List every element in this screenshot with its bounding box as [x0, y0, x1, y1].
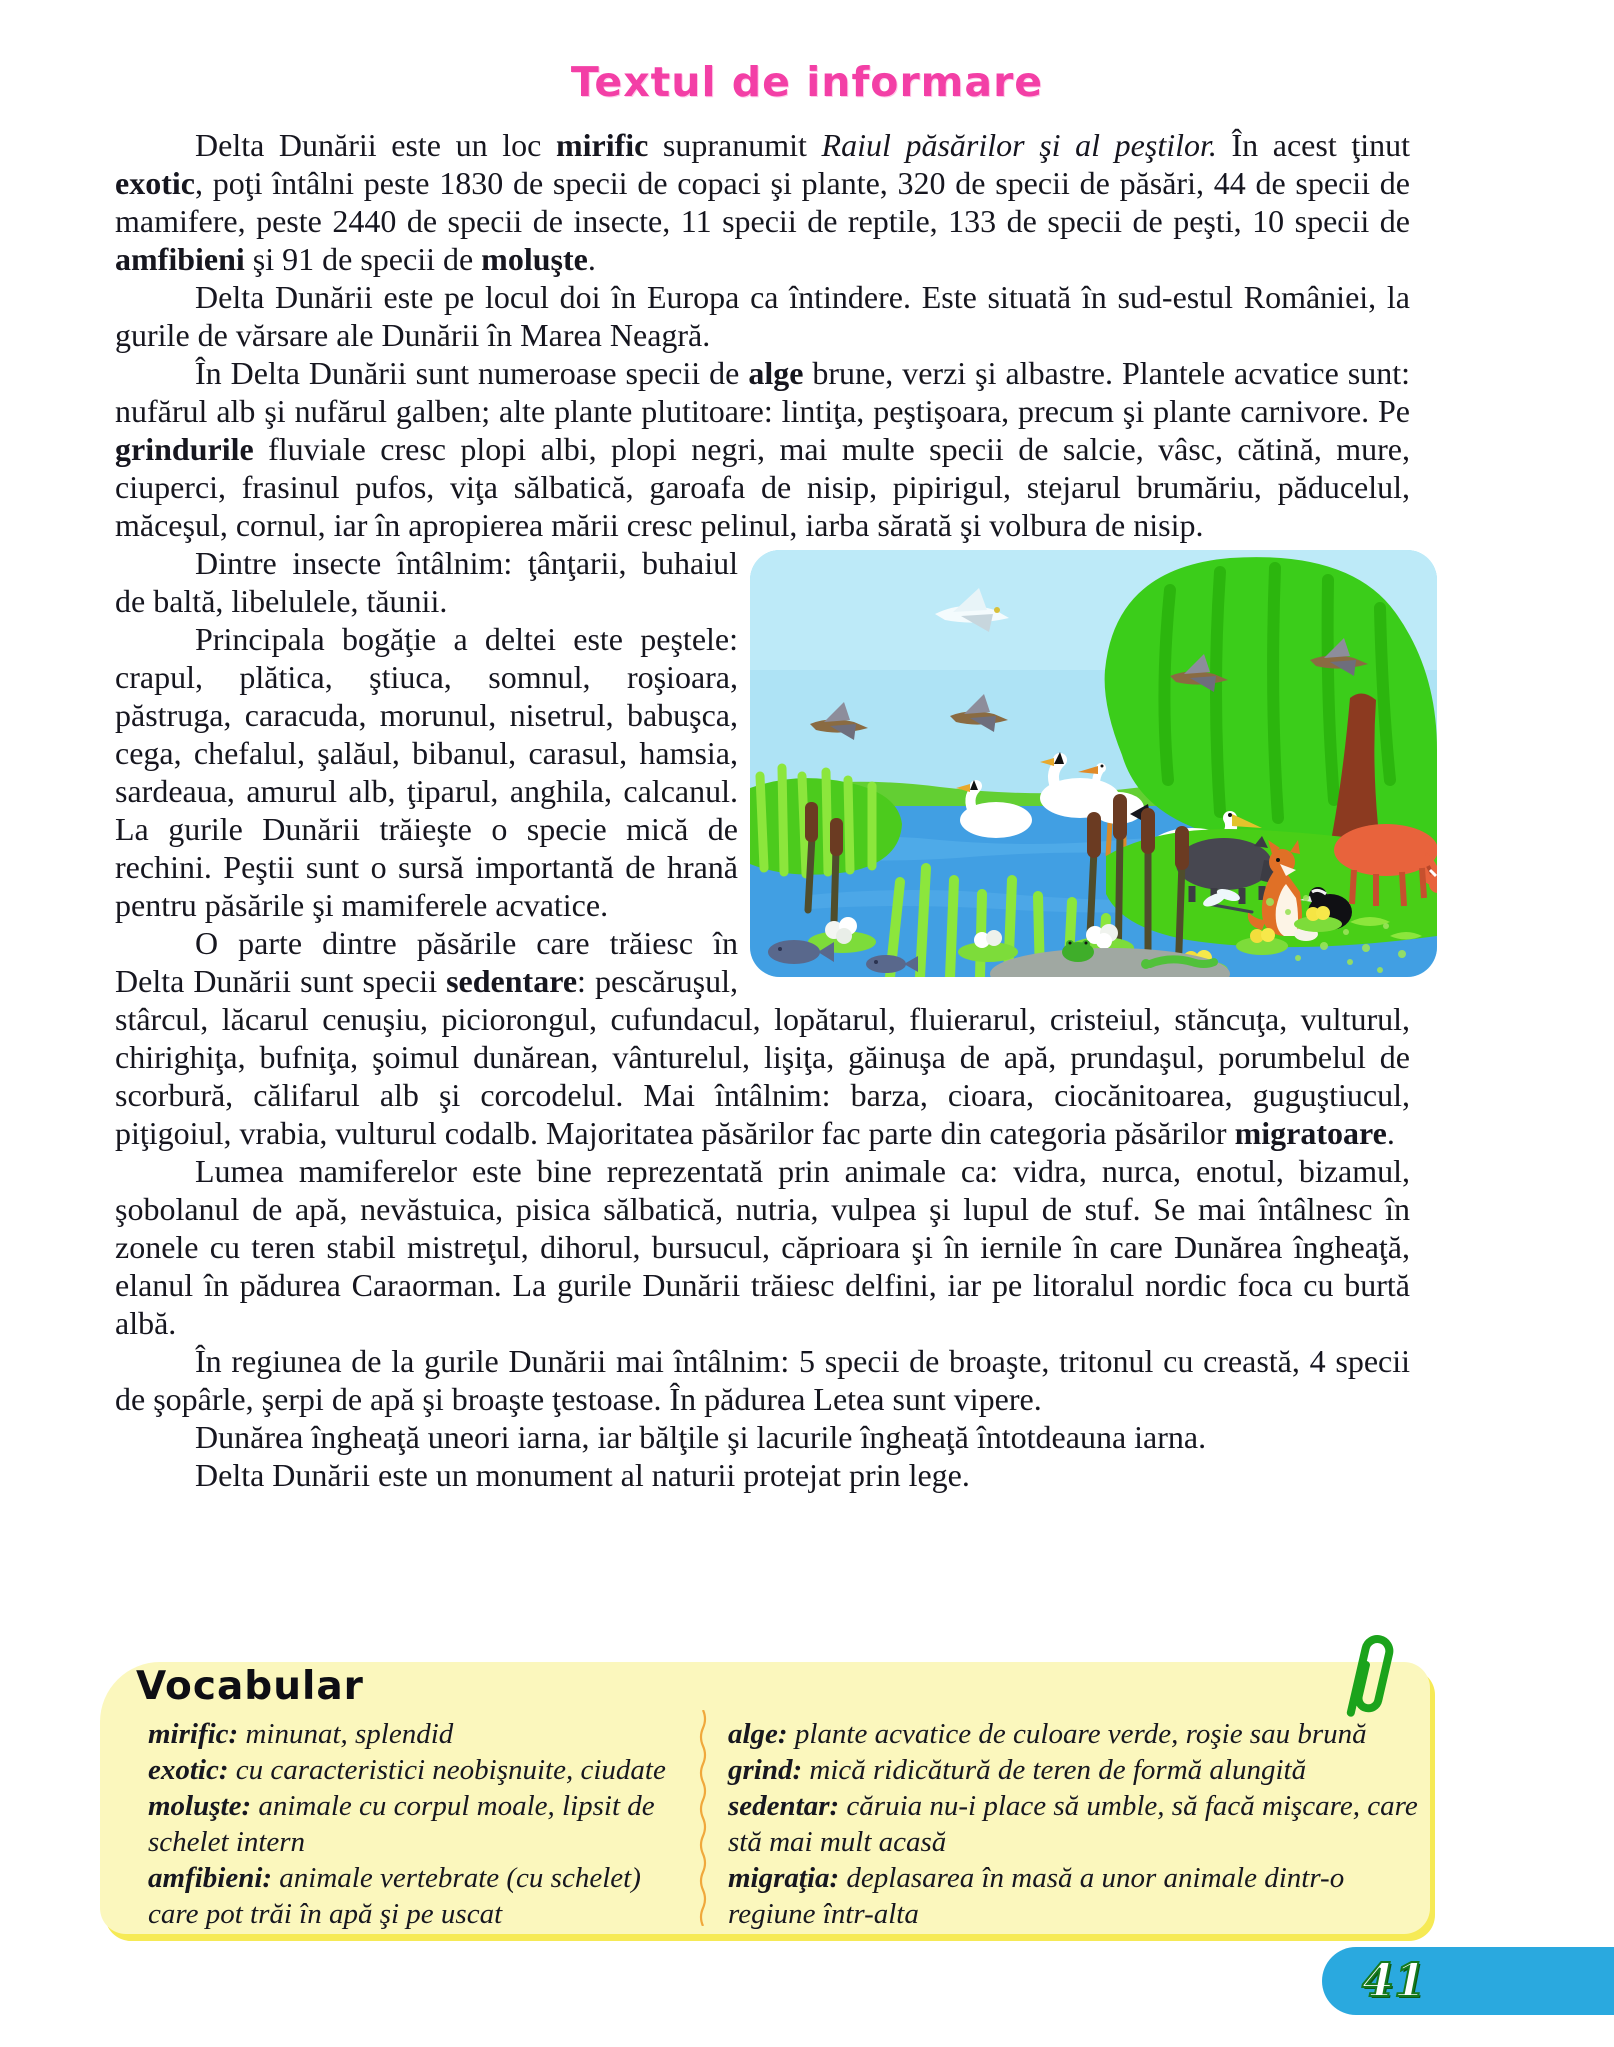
page-number-pill [1322, 1947, 1614, 2015]
vocab-entry [728, 1860, 1420, 1932]
vocabulary-box [100, 1662, 1430, 1934]
paragraph: Delta Dunării este un loc mirific supranumit Raiul păsărilor şi al peştilor. În acest ţinut exotic, poţi întâlni peste 1830 de specii de copaci şi plante, 320 de specii de păsări, 44 de specii de mamifere, peste 2440 de specii de insecte, 11 specii de reptile, 133 de specii de peşti, 10 specii de amfibieni şi 91 de specii de moluşte. [115, 127, 1411, 277]
vocab-term: mirific: [148, 1718, 246, 1750]
vocab-term: exotic: [148, 1754, 236, 1786]
vocab-entry [148, 1788, 690, 1860]
paragraph: Delta Dunării este pe locul doi în Europa ca întindere. Este situată în sud-estul României, la gurile de vărsare ale Dunării în Marea Neagră. [115, 279, 1410, 353]
vocab-entry [728, 1752, 1420, 1788]
vocab-definition: minunat, splendid [245, 1718, 454, 1750]
vocab-term: alge: [728, 1718, 795, 1750]
page-title: Textul de informare [570, 58, 1044, 106]
vocab-entry [728, 1788, 1420, 1860]
vocabulary-left-column [148, 1716, 690, 1932]
vocab-definition: căruia nu-i place să umble, să facă mişcare, care stă mai mult acasă [728, 1790, 1418, 1858]
vocab-definition: animale vertebrate (cu schelet) care pot trăi în apă şi pe uscat [148, 1862, 641, 1930]
vocabulary-divider [698, 1710, 708, 1926]
vocab-definition: cu caracteristici neobişnuite, ciudate [235, 1754, 666, 1786]
vocabulary-title: Vocabular [136, 1664, 364, 1709]
vocab-term: amfibieni: [148, 1862, 280, 1894]
vocab-definition: animale cu corpul moale, lipsit de schelet intern [148, 1790, 655, 1858]
vocab-term: moluşte: [148, 1790, 259, 1822]
vocabulary-right-column [728, 1716, 1420, 1932]
paragraph: Dintre insecte întâlnim: ţânţarii, buhaiul de baltă, libelulele, tăunii. [115, 545, 738, 619]
vocab-term: migraţia: [728, 1862, 847, 1894]
article-intro [115, 126, 1410, 544]
article-text [115, 126, 1410, 1494]
vocab-entry [148, 1716, 690, 1752]
paragraph: Lumea mamiferelor este bine reprezentată prin animale ca: vidra, nurca, enotul, bizamul, şobolanul de apă, nevăstuica, pisica sălbatică, nutria, vulpea şi lupul de stuf. Se mai întâlnesc în zonele cu teren stabil mistreţul, dihorul, bursucul, căprioara şi în iernile în care Dunărea îngheaţă, elanul în pădurea Caraorman. La gurile Dunării trăiesc delfini, iar pe litoralul nordic foca cu burtă albă. [115, 1153, 1410, 1341]
vocab-term: sedentar: [728, 1790, 847, 1822]
vocab-definition: mică ridicătură de teren de formă alungită [809, 1754, 1307, 1786]
vocab-entry [148, 1752, 690, 1788]
vocab-definition: plante acvatice de culoare verde, roşie sau brună [794, 1718, 1367, 1750]
vocab-entry [148, 1860, 690, 1932]
frog [1062, 940, 1094, 962]
vocab-entry [728, 1716, 1420, 1752]
paragraph: Delta Dunării este un monument al naturii protejat prin lege. [195, 1457, 970, 1493]
page-number: 41 [1362, 1953, 1427, 2007]
delta-scene-svg [750, 550, 1437, 977]
vocab-term: grind: [728, 1754, 810, 1786]
paragraph: Dunărea îngheaţă uneori iarna, iar bălţile şi lacurile îngheaţă întotdeauna iarna. [195, 1419, 1207, 1455]
paragraph: În Delta Dunării sunt numeroase specii de alge brune, verzi şi albastre. Plantele acvatice sunt: nufărul alb şi nufărul galben; alte plante plutitoare: lintiţa, peştişoara, precum şi plante carnivore. Pe grindurile fluviale cresc plopi albi, plopi negri, mai multe specii de salcie, vâsc, cătină, mure, ciuperci, frasinul pufos, viţa sălbatică, garoafa de nisip, pipirigul, stejarul brumăriu, păducelul, măceşul, cornul, iar în apropierea mării cresc pelinul, iarba sărată şi volbura de nisip. [115, 355, 1411, 543]
vocab-definition: deplasarea în masă a unor animale dintr-o regiune într-alta [728, 1862, 1345, 1930]
paragraph: O parte dintre păsările care trăiesc în Delta Dunării sunt specii sedentare: pescăruşul, stârcul, lăcarul cenuşiu, piciorongul, cufundacul, lopătarul, fluierarul, cristeiul, stăncuţa, vulturul, chirighiţa, bufniţa, şoimul dunărean, vânturelul, lişiţa, găinuşa de apă, prundaşul, porumbelul de scorbură, călifarul alb şi corcodelul. Mai întâlnim: barza, cioara, ciocănitoarea, guguştiucul, piţigoiul, vrabia, vulturul codalb. Majoritatea păsărilor fac parte din categoria păsărilor migratoare. [115, 925, 1410, 1151]
paragraph: Principala bogăţie a deltei este peştele: crapul, plătica, ştiuca, somnul, roşioara, păstruga, caracuda, morunul, nisetrul, babuşca, cega, chefalul, şalăul, bibanul, carasul, hamsia, sardeaua, amurul alb, ţiparul, anghila, calcanul. La gurile Dunării trăieşte o specie mică de rechini. Peştii sunt o sursă importantă de hrană pentru păsările şi mamiferele acvatice. [115, 621, 738, 923]
paragraph: În regiunea de la gurile Dunării mai întâlnim: 5 specii de broaşte, tritonul cu creastă, 4 specii de şopârle, şerpi de apă şi broaşte ţestoase. În pădurea Letea sunt vipere. [115, 1343, 1410, 1417]
delta-illustration [750, 550, 1437, 977]
